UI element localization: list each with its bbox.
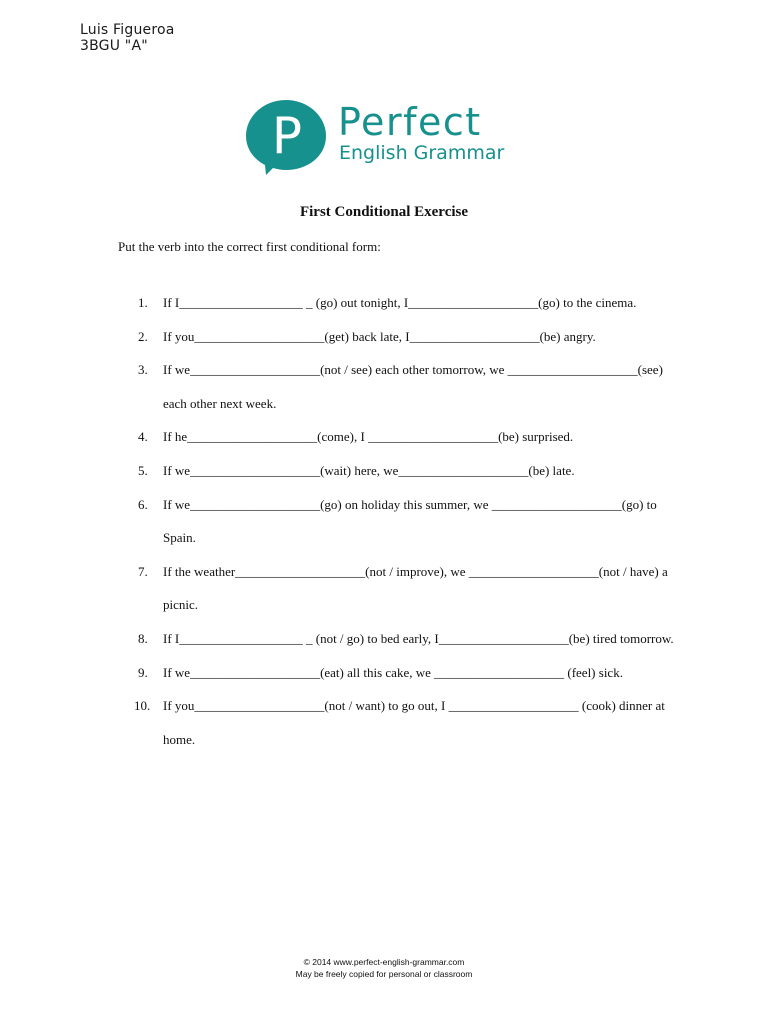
exercise-text: If we____________________(not / see) each other tomorrow, we ____________________(see) each other next week.	[163, 362, 663, 411]
page-footer	[0, 956, 768, 980]
exercise-number: 8.	[138, 630, 148, 646]
exercise-text: If we____________________(eat) all this cake, we ____________________ (feel) sick.	[163, 664, 623, 680]
exercise-number: 6.	[138, 496, 148, 512]
student-name: Luis Figueroa	[80, 22, 175, 38]
perfect-english-grammar-logo	[244, 98, 534, 178]
exercise-item	[118, 286, 678, 320]
exercise-text: If we____________________(wait) here, we____________________(be) late.	[163, 462, 575, 478]
exercise-item	[118, 622, 678, 656]
exercise-number: 9.	[138, 664, 148, 680]
logo-brand-text: Perfect	[338, 100, 482, 144]
exercise-number: 4.	[138, 429, 148, 445]
exercise-text: If the weather____________________(not / improve), we ____________________(not / have) a picnic.	[163, 563, 668, 613]
logo-icon-letter: P	[271, 107, 303, 165]
exercise-text: If I___________________ _ (not / go) to bed early, I____________________(be) tired tomorrow.	[163, 630, 674, 646]
footer-note: May be freely copied for personal or classroom	[295, 969, 473, 979]
exercise-number: 2.	[138, 328, 148, 344]
speech-bubble-p-icon	[244, 98, 330, 176]
exercise-item	[118, 454, 678, 488]
student-info	[80, 22, 175, 54]
exercise-number: 7.	[138, 563, 148, 579]
exercise-number: 5.	[138, 462, 148, 478]
exercise-number: 1.	[138, 295, 148, 310]
exercise-text: If you____________________(not / want) to go out, I ____________________ (cook) dinner at home.	[163, 698, 665, 747]
exercise-item	[118, 488, 678, 555]
exercise-text: If we____________________(go) on holiday this summer, we ____________________(go) to Spain.	[163, 496, 657, 546]
exercise-number: 10.	[134, 698, 151, 714]
exercise-item	[118, 555, 678, 622]
exercise-item	[118, 320, 678, 354]
exercise-number: 3.	[138, 362, 148, 378]
footer-copyright: © 2014 www.perfect-english-grammar.com	[303, 957, 465, 967]
exercise-item	[118, 656, 678, 690]
exercise-item	[118, 689, 678, 756]
instructions: Put the verb into the correct first conditional form:	[118, 239, 381, 254]
exercise-item	[118, 420, 678, 454]
logo-subtitle: English Grammar	[339, 142, 505, 164]
page-title: First Conditional Exercise	[299, 204, 469, 220]
exercise-list	[118, 286, 678, 756]
exercise-item	[118, 353, 678, 420]
exercise-text: If I___________________ _ (go) out tonight, I____________________(go) to the cinema.	[163, 295, 637, 310]
exercise-text: If you____________________(get) back late, I____________________(be) angry.	[163, 328, 596, 344]
student-class: 3BGU "A"	[80, 38, 148, 54]
exercise-text: If he____________________(come), I ____________________(be) surprised.	[163, 429, 574, 445]
